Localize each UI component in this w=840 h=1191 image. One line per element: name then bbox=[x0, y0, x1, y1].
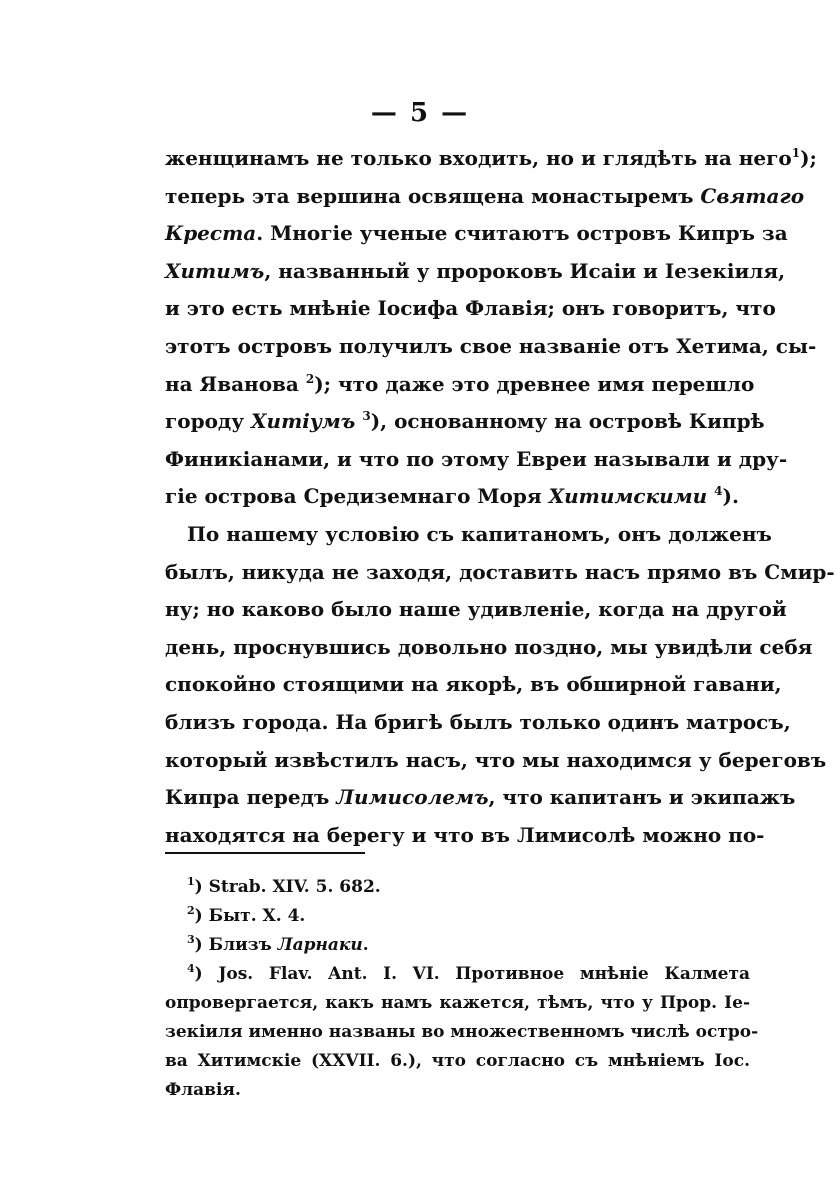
text-line bbox=[165, 215, 788, 253]
text-run: на Яванова bbox=[165, 371, 306, 396]
footnote-mark: 3 bbox=[187, 933, 195, 946]
footnote-4 bbox=[165, 960, 750, 989]
footnote-4-line: опровергается, какъ намъ кажется, тѣмъ, что у Прор. Iе- bbox=[165, 993, 750, 1013]
footnote-1 bbox=[165, 873, 750, 902]
text-line: который извѣстилъ насъ, что мы находимся у береговъ bbox=[165, 747, 827, 772]
text-line bbox=[165, 178, 805, 216]
main-text bbox=[165, 140, 835, 854]
footnote-text: . bbox=[362, 935, 369, 955]
page-number: — 5 — bbox=[370, 98, 470, 128]
footnote-text: ) Jos. Flav. Ant. I. VI. Противное мнѣнiе Калмета bbox=[194, 964, 750, 984]
italic-term: Святаго bbox=[700, 183, 805, 208]
text-run: Кипра передъ bbox=[165, 785, 337, 810]
text-run: женщинамъ не только входить, но и глядѣть на него bbox=[165, 146, 792, 170]
footnote-mark: 2 bbox=[187, 904, 195, 917]
text-line: спокойно стоящими на якорѣ, въ обширной гавани, bbox=[165, 672, 782, 697]
footnote-2 bbox=[165, 902, 750, 931]
footnote-ref: 2 bbox=[305, 371, 315, 386]
text-run: . Многiе ученые считаютъ островъ Кипръ за bbox=[256, 221, 788, 246]
text-run: гiе острова Средиземнаго Моря bbox=[165, 484, 549, 509]
text-line: По нашему условiю съ капитаномъ, онъ долженъ bbox=[187, 521, 772, 546]
footnote-4-line: Флавiя. bbox=[165, 1080, 241, 1100]
text-line: ну; но каково было наше удивленiе, когда на другой bbox=[165, 597, 787, 622]
text-run: ). bbox=[722, 484, 739, 509]
italic-term: Лимисолемъ bbox=[336, 785, 489, 810]
text-line bbox=[165, 478, 750, 516]
text-line: этотъ островъ получилъ свое названiе отъ Хетима, сы- bbox=[165, 333, 817, 358]
text-run: городу bbox=[165, 409, 252, 434]
footnote-4-line: зекiиля именно названы во множественномъ числѣ остро- bbox=[165, 1022, 759, 1042]
text-line bbox=[165, 140, 817, 178]
text-run: ), основанному на островѣ Кипрѣ bbox=[370, 409, 765, 434]
italic-term: Хитiумъ bbox=[251, 409, 356, 434]
text-line: близъ города. На бригѣ былъ только одинъ матросъ, bbox=[165, 709, 791, 734]
footnote-text: ) Близъ bbox=[194, 935, 278, 955]
text-line: былъ, никуда не заходя, доставить насъ прямо въ Смир- bbox=[165, 559, 835, 584]
footnote-text: ) Быт. X. 4. bbox=[194, 906, 306, 926]
footnote-ref: 1 bbox=[791, 146, 801, 160]
italic-term: Хитимскими bbox=[548, 484, 708, 509]
footnote-4-line: ва Хитимскiе (XXVII. 6.), что согласно съ мнѣнiемъ Iос. bbox=[165, 1051, 750, 1071]
text-run: , что капитанъ и экипажъ bbox=[488, 785, 796, 810]
text-run: ); что даже это древнее имя перешло bbox=[314, 371, 755, 396]
text-run: ); bbox=[800, 146, 817, 170]
footnote-text: ) Strab. XIV. 5. 682. bbox=[194, 877, 381, 897]
italic-term: Хитимъ bbox=[165, 258, 265, 283]
text-line: день, проснувшись довольно поздно, мы увидѣли себя bbox=[165, 634, 813, 659]
footnote-mark: 1 bbox=[187, 875, 195, 888]
footnotes bbox=[165, 873, 759, 1105]
text-line bbox=[165, 403, 765, 441]
text-run: , названный у пророковъ Исаiи и Iезекiиля, bbox=[264, 258, 786, 283]
footnote-ref: 3 bbox=[362, 409, 371, 424]
text-line bbox=[165, 779, 796, 817]
italic-term: Ларнаки bbox=[277, 935, 363, 955]
footnote-mark: 4 bbox=[187, 962, 195, 975]
footnote-3 bbox=[165, 931, 750, 960]
text-run: теперь эта вершина освящена монастыремъ bbox=[165, 183, 701, 208]
text-line: и это есть мнѣнiе Iосифа Флавiя; онъ говоритъ, что bbox=[165, 296, 776, 321]
text-line: Финикiанами, и что по этому Евреи называли и дру- bbox=[165, 446, 788, 471]
text-line: находятся на берегу и что въ Лимисолѣ можно по- bbox=[165, 822, 765, 847]
italic-term: Креста bbox=[165, 221, 257, 246]
footnote-divider bbox=[165, 852, 365, 854]
text-line bbox=[165, 366, 755, 404]
text-line bbox=[165, 253, 786, 291]
footnote-ref: 4 bbox=[714, 484, 723, 499]
